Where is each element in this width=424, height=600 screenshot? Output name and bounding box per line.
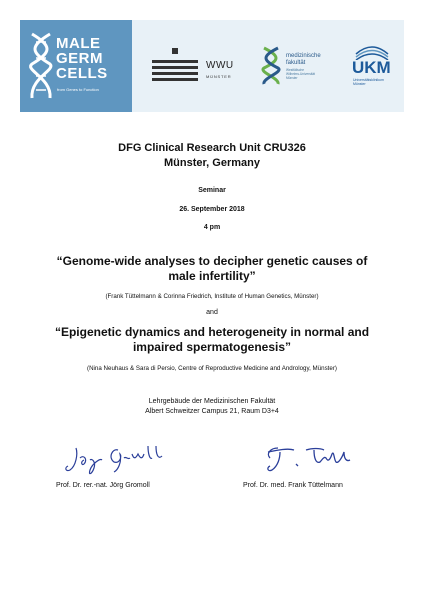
- mgc-tagline: from Genes to Function: [57, 87, 99, 92]
- male-germ-cells-logo: [20, 20, 132, 112]
- signature-tuettelmann: [258, 440, 358, 478]
- ukm-subtitle: [353, 78, 384, 86]
- medfak-subtitle: [286, 68, 315, 80]
- venue-building: Lehrgebäude der Medizinischen Fakultät: [148, 398, 276, 405]
- medizinische-fakultaet-logo: [260, 46, 340, 92]
- venue: [0, 397, 424, 417]
- unit-name: DFG Clinical Research Unit CRU326: [118, 142, 306, 154]
- medfak-line-2: fakultät: [286, 60, 306, 66]
- medfak-sub-2: Wilhelms-Universität: [286, 72, 316, 76]
- talk-2-title-line-1: “Epigenetic dynamics and heterogeneity in normal and: [54, 325, 370, 339]
- talk-2-title-line-2: impaired spermatogenesis”: [132, 340, 292, 354]
- medfak-line-1: medizinische: [286, 53, 321, 59]
- talk-1-title-line-2: male infertility”: [168, 269, 256, 283]
- event-date: 26. September 2018: [179, 206, 245, 213]
- signature-gromoll: [62, 440, 172, 478]
- wwu-name: WWU: [206, 60, 234, 71]
- medfak-wordmark: [286, 53, 321, 67]
- medfak-sub-1: Westfälische: [286, 68, 305, 72]
- wwu-logo: [148, 46, 248, 92]
- mgc-line-3: CELLS: [56, 65, 108, 82]
- talk-1-title: [0, 254, 424, 284]
- unit-heading: [0, 141, 424, 171]
- ukm-sub-2: Münster: [353, 82, 366, 86]
- signer-1-name: Prof. Dr. rer.-nat. Jörg Gromoll: [56, 482, 150, 489]
- talk-1-title-line-1: “Genome-wide analyses to decipher genetic causes of: [56, 254, 368, 268]
- dna-helix-icon: [26, 30, 56, 102]
- mgc-logo-wordmark: [56, 36, 108, 81]
- talk-2-authors: (Nina Neuhaus & Sara di Persio, Centre of Reproductive Medicine and Andrology, Münster): [87, 365, 337, 372]
- medfak-sub-3: Münster: [286, 76, 298, 80]
- unit-location: Münster, Germany: [164, 157, 260, 169]
- logo-header: [20, 20, 404, 112]
- talk-1-authors: (Frank Tüttelmann & Corinna Friedrich, Institute of Human Genetics, Münster): [105, 293, 319, 300]
- event-label: Seminar: [198, 187, 226, 194]
- wwu-subtitle: MÜNSTER: [206, 74, 232, 79]
- talk-connector: and: [206, 309, 218, 316]
- university-emblem-icon: [148, 46, 202, 92]
- talk-2-title: [0, 325, 424, 355]
- dna-helix-green-icon: [260, 46, 282, 86]
- ukm-logo: [350, 44, 396, 94]
- ukm-name: UKM: [352, 58, 391, 77]
- ukm-sub-1: Universitätsklinikum: [353, 78, 384, 82]
- mgc-line-2: GERM: [56, 50, 103, 67]
- venue-address: Albert Schweitzer Campus 21, Raum D3+4: [145, 408, 279, 415]
- event-time: 4 pm: [203, 224, 221, 231]
- signer-2-name: Prof. Dr. med. Frank Tüttelmann: [243, 482, 343, 489]
- mgc-line-1: MALE: [56, 35, 101, 52]
